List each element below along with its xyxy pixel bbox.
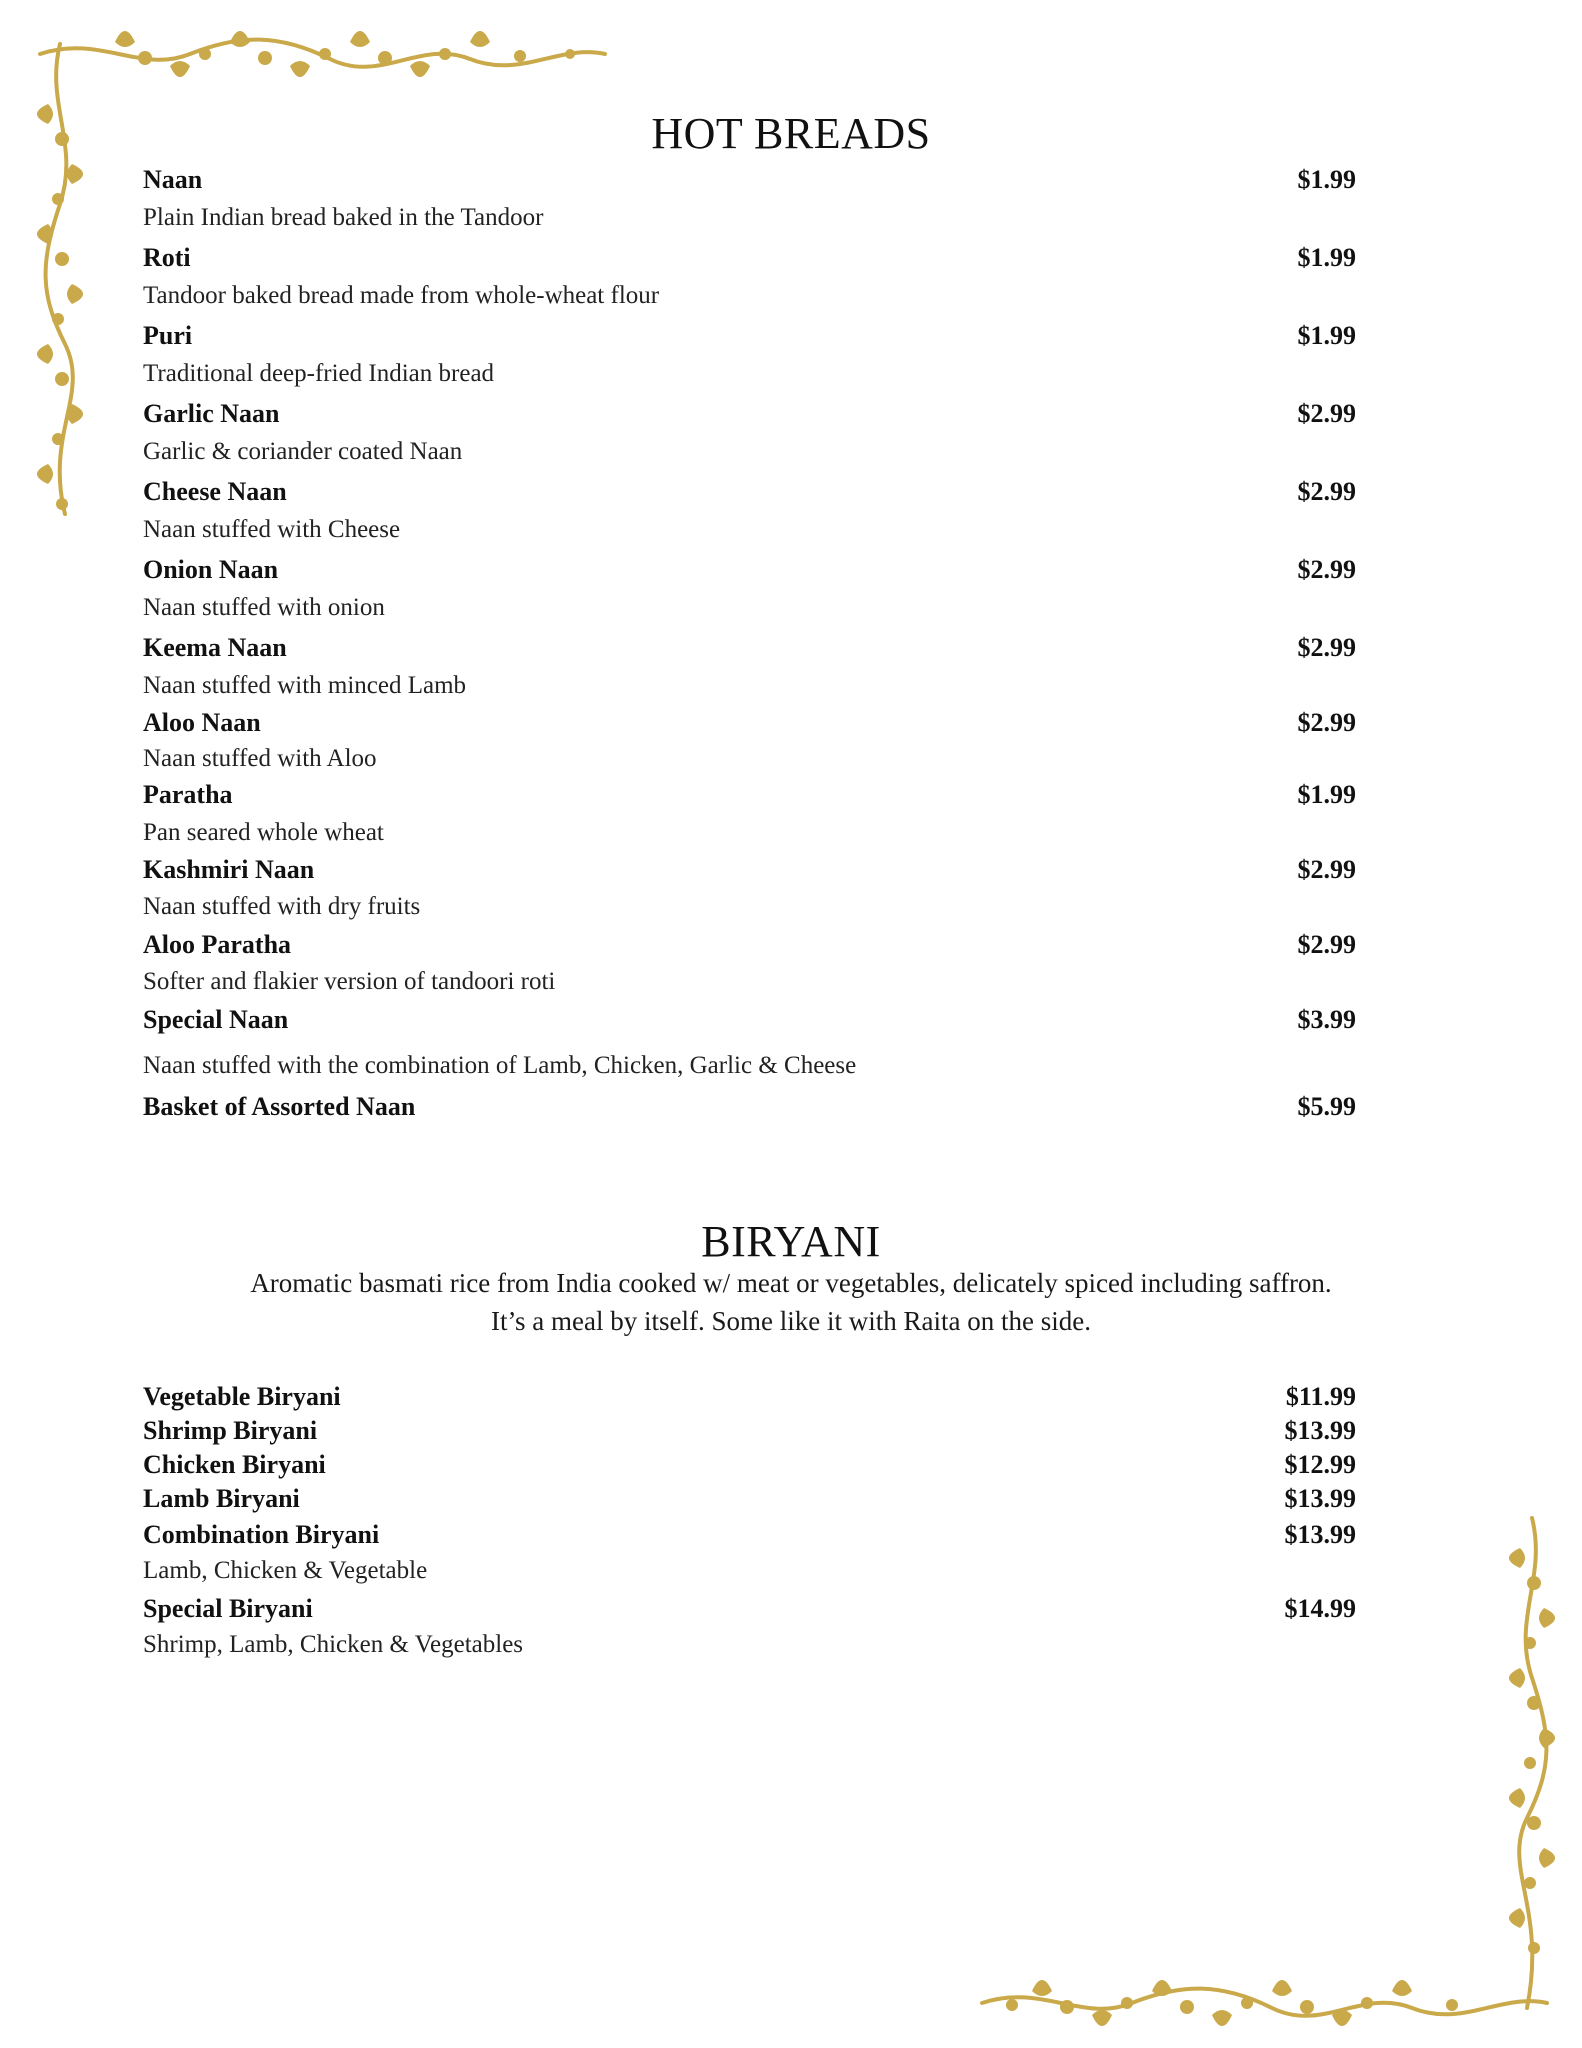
menu-item-name: Puri	[143, 321, 193, 350]
menu-item-name: Cheese Naan	[143, 477, 287, 506]
menu-item-price: $13.99	[1284, 1520, 1356, 1549]
menu-item-name: Chicken Biryani	[143, 1450, 326, 1479]
menu-item-description: Naan stuffed with onion	[143, 594, 385, 621]
menu-item-name: Lamb Biryani	[143, 1484, 300, 1513]
menu-item-name: Naan	[143, 165, 203, 194]
menu-item-name: Keema Naan	[143, 633, 287, 662]
menu-item-price: $2.99	[1297, 708, 1356, 737]
menu-item-price: $14.99	[1284, 1594, 1356, 1623]
menu-item-name: Onion Naan	[143, 555, 279, 584]
menu-item-description: Naan stuffed with Cheese	[143, 516, 401, 543]
menu-item-description: Lamb, Chicken & Vegetable	[143, 1557, 428, 1584]
menu-item-description: Pan seared whole wheat	[143, 819, 384, 846]
menu-item-description: Shrimp, Lamb, Chicken & Vegetables	[143, 1631, 524, 1658]
menu-item-price: $3.99	[1297, 1005, 1356, 1034]
menu-item-name: Aloo Paratha	[143, 930, 292, 959]
menu-item-price: $1.99	[1297, 165, 1356, 194]
menu-item-name: Basket of Assorted Naan	[143, 1092, 416, 1121]
menu-item-price: $13.99	[1284, 1484, 1356, 1513]
menu-item-description: Traditional deep-fried Indian bread	[143, 360, 495, 387]
menu-item-name: Combination Biryani	[143, 1520, 380, 1549]
menu-item-price: $11.99	[1285, 1382, 1356, 1411]
menu-item-price: $2.99	[1297, 930, 1356, 959]
biryani-title: BIRYANI	[701, 1217, 881, 1266]
menu-item-description: Softer and flakier version of tandoori roti	[143, 968, 556, 995]
menu-item-name: Kashmiri Naan	[143, 855, 315, 884]
menu-item-price: $2.99	[1297, 399, 1356, 428]
menu-item-price: $2.99	[1297, 477, 1356, 506]
menu-item-price: $2.99	[1297, 633, 1356, 662]
menu-item-description: Plain Indian bread baked in the Tandoor	[143, 204, 544, 231]
menu-item-name: Garlic Naan	[143, 399, 280, 428]
hot-breads-title: HOT BREADS	[651, 109, 931, 158]
menu-item-price: $2.99	[1297, 555, 1356, 584]
menu-item-price: $12.99	[1284, 1450, 1356, 1479]
biryani-intro-line-1: Aromatic basmati rice from India cooked w/ meat or vegetables, delicately spiced including saffron.	[250, 1268, 1332, 1298]
menu-item-description: Naan stuffed with Aloo	[143, 745, 377, 772]
menu-item-description: Tandoor baked bread made from whole-wheat flour	[143, 282, 660, 309]
menu-item-name: Roti	[143, 243, 191, 272]
menu-item-price: $1.99	[1297, 780, 1356, 809]
menu-item-name: Aloo Naan	[143, 708, 261, 737]
biryani-intro-line-2: It’s a meal by itself. Some like it with Raita on the side.	[491, 1306, 1091, 1336]
menu-item-price: $5.99	[1297, 1092, 1356, 1121]
menu-item-price: $2.99	[1297, 855, 1356, 884]
menu-item-name: Paratha	[143, 780, 233, 809]
menu-item-description: Naan stuffed with the combination of Lamb, Chicken, Garlic & Cheese	[143, 1052, 857, 1079]
floral-vine-bottom-right	[972, 1508, 1562, 2038]
menu-item-price: $13.99	[1284, 1416, 1356, 1445]
menu-item-price: $1.99	[1297, 243, 1356, 272]
menu-item-description: Naan stuffed with minced Lamb	[143, 672, 467, 699]
menu-item-description: Garlic & coriander coated Naan	[143, 438, 463, 465]
menu-item-name: Vegetable Biryani	[143, 1382, 341, 1411]
menu-item-description: Naan stuffed with dry fruits	[143, 893, 421, 920]
menu-item-price: $1.99	[1297, 321, 1356, 350]
menu-item-name: Shrimp Biryani	[143, 1416, 318, 1445]
menu-item-name: Special Biryani	[143, 1594, 313, 1623]
menu-item-name: Special Naan	[143, 1005, 289, 1034]
